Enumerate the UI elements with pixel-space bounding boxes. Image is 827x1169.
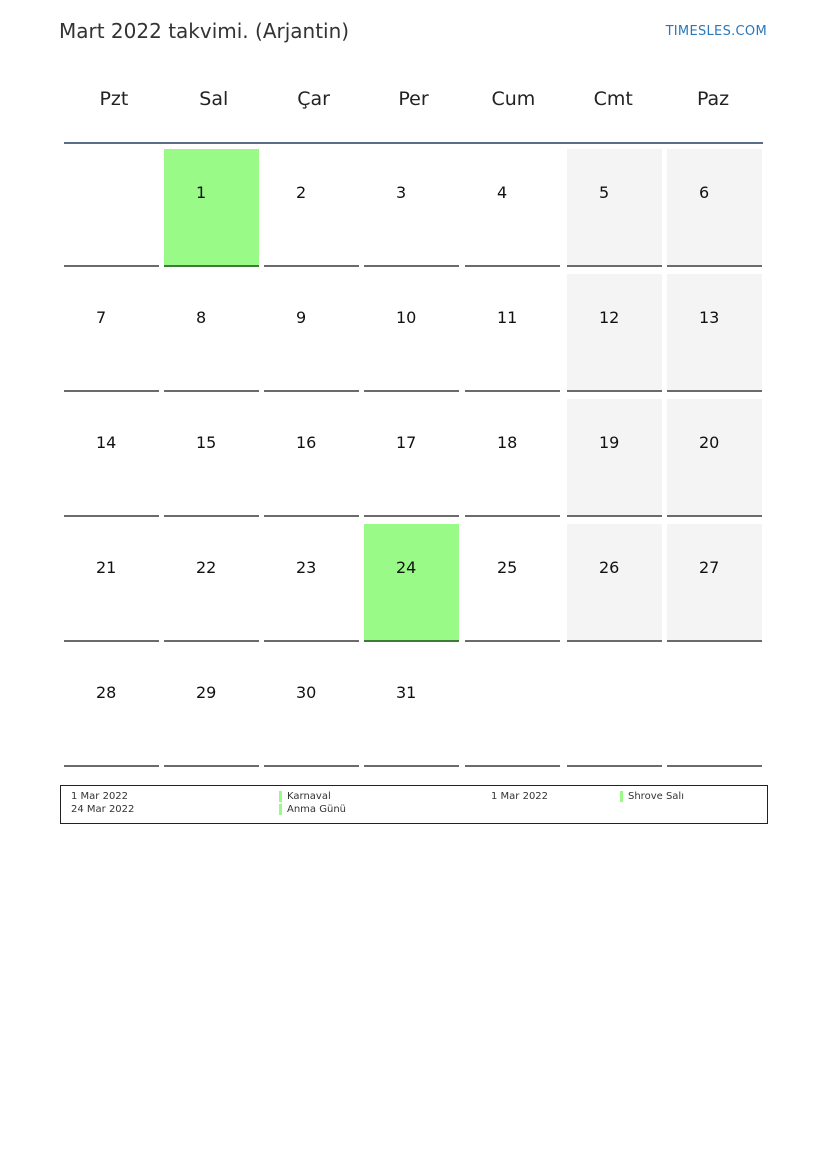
- calendar-week-row: [64, 649, 763, 774]
- day-cell: [465, 149, 560, 267]
- calendar-week-row: [64, 399, 763, 524]
- legend-date: 1 Mar 2022: [491, 791, 549, 802]
- day-number: 28: [96, 683, 117, 702]
- day-number: 29: [196, 683, 217, 702]
- day-number: 14: [96, 433, 117, 452]
- day-cell: [465, 274, 560, 392]
- day-cell: [465, 524, 560, 642]
- day-number: 30: [296, 683, 317, 702]
- holiday-day-cell: [364, 524, 459, 642]
- day-number: 1: [196, 183, 207, 202]
- day-number: 12: [599, 308, 620, 327]
- page-title: Mart 2022 takvimi. (Arjantin): [59, 19, 350, 43]
- day-number: 8: [196, 308, 207, 327]
- day-number: 17: [396, 433, 417, 452]
- day-number: 13: [699, 308, 720, 327]
- day-number: 9: [296, 308, 307, 327]
- day-number: 21: [96, 558, 117, 577]
- empty-day-cell: [567, 649, 662, 767]
- legend-holiday-name: Shrove Salı: [628, 791, 684, 802]
- day-cell: [465, 399, 560, 517]
- weekday-label: Cum: [491, 88, 536, 110]
- day-number: 27: [699, 558, 720, 577]
- day-cell: [567, 399, 662, 517]
- day-cell: [164, 649, 259, 767]
- day-number: 31: [396, 683, 417, 702]
- empty-day-cell: [465, 649, 560, 767]
- calendar-week-row: [64, 524, 763, 649]
- weekday-label: Pzt: [99, 88, 129, 110]
- day-number: 25: [497, 558, 518, 577]
- day-cell: [567, 524, 662, 642]
- day-number: 18: [497, 433, 518, 452]
- empty-day-cell: [64, 149, 159, 267]
- day-number: 22: [196, 558, 217, 577]
- day-cell: [667, 399, 762, 517]
- day-number: 4: [497, 183, 508, 202]
- day-cell: [264, 149, 359, 267]
- day-cell: [364, 649, 459, 767]
- holiday-day-cell: [164, 149, 259, 267]
- day-cell: [667, 274, 762, 392]
- day-number: 26: [599, 558, 620, 577]
- day-cell: [264, 524, 359, 642]
- header-divider: [64, 142, 763, 144]
- calendar-week-row: [64, 274, 763, 399]
- day-cell: [164, 274, 259, 392]
- day-number: 5: [599, 183, 610, 202]
- holiday-color-marker: [620, 791, 623, 802]
- day-cell: [364, 274, 459, 392]
- holiday-color-marker: [279, 791, 282, 802]
- legend-holiday-name: Karnaval: [287, 791, 331, 802]
- day-cell: [567, 149, 662, 267]
- day-cell: [64, 524, 159, 642]
- day-number: 10: [396, 308, 417, 327]
- day-number: 2: [296, 183, 307, 202]
- weekday-header: [64, 88, 763, 120]
- day-number: 24: [396, 558, 417, 577]
- day-number: 3: [396, 183, 407, 202]
- day-number: 19: [599, 433, 620, 452]
- day-cell: [667, 524, 762, 642]
- brand-link[interactable]: TIMESLES.COM: [665, 24, 767, 39]
- calendar-grid: [64, 149, 763, 774]
- weekday-label: Çar: [297, 88, 330, 110]
- day-cell: [64, 649, 159, 767]
- day-number: 23: [296, 558, 317, 577]
- day-cell: [164, 399, 259, 517]
- day-cell: [64, 274, 159, 392]
- day-cell: [364, 149, 459, 267]
- holiday-legend: [60, 785, 768, 824]
- calendar-week-row: [64, 149, 763, 274]
- day-number: 6: [699, 183, 710, 202]
- day-cell: [364, 399, 459, 517]
- weekday-label: Sal: [199, 88, 229, 110]
- day-number: 7: [96, 308, 107, 327]
- weekday-label: Cmt: [593, 88, 633, 110]
- weekday-label: Paz: [696, 88, 730, 110]
- day-cell: [667, 149, 762, 267]
- day-number: 15: [196, 433, 217, 452]
- day-cell: [164, 524, 259, 642]
- day-cell: [264, 274, 359, 392]
- legend-date: 1 Mar 2022: [71, 791, 129, 802]
- legend-date: 24 Mar 2022: [71, 804, 135, 815]
- day-cell: [264, 399, 359, 517]
- day-number: 20: [699, 433, 720, 452]
- day-cell: [567, 274, 662, 392]
- day-cell: [264, 649, 359, 767]
- legend-holiday-name: Anma Günü: [287, 804, 346, 815]
- holiday-color-marker: [279, 804, 282, 815]
- day-number: 11: [497, 308, 518, 327]
- day-number: 16: [296, 433, 317, 452]
- empty-day-cell: [667, 649, 762, 767]
- weekday-label: Per: [398, 88, 429, 110]
- day-cell: [64, 399, 159, 517]
